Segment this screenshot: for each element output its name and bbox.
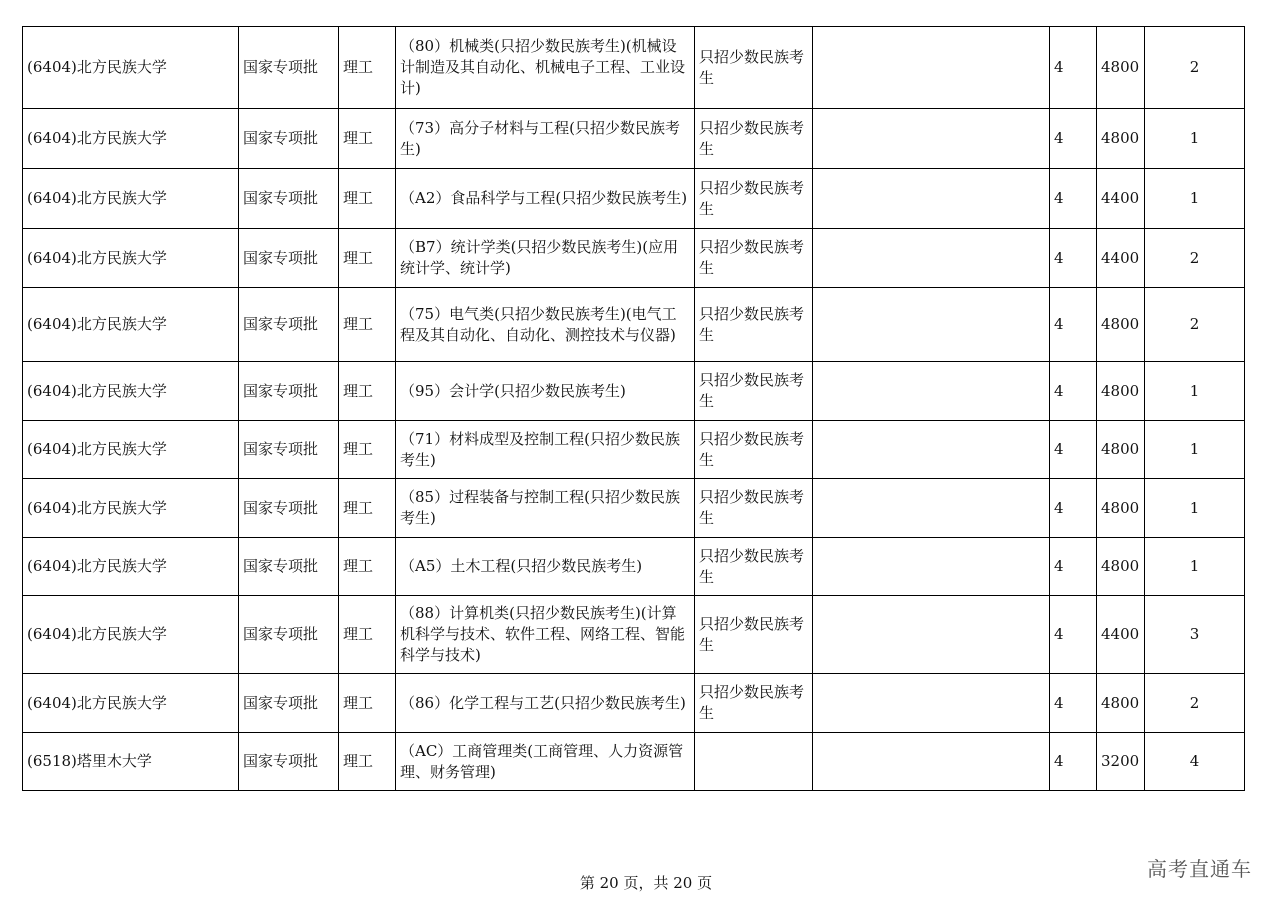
batch-cell: 国家专项批 (239, 479, 339, 538)
watermark-text: 高考直通车 (1147, 857, 1252, 881)
batch-cell: 国家专项批 (239, 169, 339, 229)
subject-type-cell: 理工 (339, 288, 396, 362)
batch-cell: 国家专项批 (239, 362, 339, 421)
table-row (23, 288, 1245, 362)
table-row (23, 362, 1245, 421)
subject-type-cell: 理工 (339, 169, 396, 229)
batch-cell: 国家专项批 (239, 27, 339, 109)
count-cell: 1 (1145, 479, 1245, 538)
note-cell: 只招少数民族考生 (695, 674, 813, 733)
school-cell: (6404)北方民族大学 (23, 229, 239, 288)
subject-type-cell: 理工 (339, 421, 396, 479)
years-cell: 4 (1050, 288, 1097, 362)
count-cell: 1 (1145, 421, 1245, 479)
fee-cell: 4800 (1097, 674, 1145, 733)
fee-cell: 4800 (1097, 109, 1145, 169)
major-cell: （AC）工商管理类(工商管理、人力资源管理、财务管理) (396, 733, 695, 791)
fee-cell: 4800 (1097, 421, 1145, 479)
major-cell: （B7）统计学类(只招少数民族考生)(应用统计学、统计学) (396, 229, 695, 288)
subject-type-cell: 理工 (339, 596, 396, 674)
table-row (23, 596, 1245, 674)
years-cell: 4 (1050, 27, 1097, 109)
note-cell: 只招少数民族考生 (695, 596, 813, 674)
note-cell (695, 733, 813, 791)
subject-type-cell: 理工 (339, 733, 396, 791)
subject-type-cell: 理工 (339, 229, 396, 288)
batch-cell: 国家专项批 (239, 229, 339, 288)
table-row (23, 479, 1245, 538)
table-row (23, 229, 1245, 288)
page-footer: 第 20 页，共 20 页 (579, 874, 713, 892)
enrollment-plan-table (22, 26, 1245, 791)
table-row (23, 421, 1245, 479)
note-cell: 只招少数民族考生 (695, 538, 813, 596)
major-cell: （86）化学工程与工艺(只招少数民族考生) (396, 674, 695, 733)
extra-cell (813, 229, 1050, 288)
count-cell: 1 (1145, 169, 1245, 229)
school-cell: (6404)北方民族大学 (23, 362, 239, 421)
count-cell: 2 (1145, 288, 1245, 362)
years-cell: 4 (1050, 362, 1097, 421)
fee-cell: 4400 (1097, 596, 1145, 674)
count-cell: 1 (1145, 362, 1245, 421)
extra-cell (813, 109, 1050, 169)
subject-type-cell: 理工 (339, 109, 396, 169)
major-cell: （95）会计学(只招少数民族考生) (396, 362, 695, 421)
fee-cell: 4400 (1097, 169, 1145, 229)
extra-cell (813, 169, 1050, 229)
years-cell: 4 (1050, 538, 1097, 596)
batch-cell: 国家专项批 (239, 674, 339, 733)
table-row (23, 733, 1245, 791)
extra-cell (813, 538, 1050, 596)
table-body (23, 27, 1245, 791)
major-cell: （80）机械类(只招少数民族考生)(机械设计制造及其自动化、机械电子工程、工业设计) (396, 27, 695, 109)
extra-cell (813, 733, 1050, 791)
fee-cell: 4400 (1097, 229, 1145, 288)
note-cell: 只招少数民族考生 (695, 229, 813, 288)
school-cell: (6404)北方民族大学 (23, 596, 239, 674)
note-cell: 只招少数民族考生 (695, 362, 813, 421)
batch-cell: 国家专项批 (239, 596, 339, 674)
years-cell: 4 (1050, 733, 1097, 791)
table-row (23, 27, 1245, 109)
subject-type-cell: 理工 (339, 362, 396, 421)
major-cell: （88）计算机类(只招少数民族考生)(计算机科学与技术、软件工程、网络工程、智能科学与技术) (396, 596, 695, 674)
subject-type-cell: 理工 (339, 27, 396, 109)
fee-cell: 4800 (1097, 288, 1145, 362)
note-cell: 只招少数民族考生 (695, 27, 813, 109)
count-cell: 4 (1145, 733, 1245, 791)
fee-cell: 4800 (1097, 27, 1145, 109)
school-cell: (6404)北方民族大学 (23, 674, 239, 733)
years-cell: 4 (1050, 421, 1097, 479)
major-cell: （A5）土木工程(只招少数民族考生) (396, 538, 695, 596)
fee-cell: 4800 (1097, 479, 1145, 538)
table-row (23, 538, 1245, 596)
count-cell: 2 (1145, 674, 1245, 733)
years-cell: 4 (1050, 596, 1097, 674)
years-cell: 4 (1050, 109, 1097, 169)
table-row (23, 169, 1245, 229)
extra-cell (813, 288, 1050, 362)
years-cell: 4 (1050, 169, 1097, 229)
fee-cell: 3200 (1097, 733, 1145, 791)
major-cell: （75）电气类(只招少数民族考生)(电气工程及其自动化、自动化、测控技术与仪器) (396, 288, 695, 362)
subject-type-cell: 理工 (339, 479, 396, 538)
count-cell: 2 (1145, 229, 1245, 288)
extra-cell (813, 421, 1050, 479)
count-cell: 1 (1145, 538, 1245, 596)
school-cell: (6404)北方民族大学 (23, 27, 239, 109)
extra-cell (813, 674, 1050, 733)
note-cell: 只招少数民族考生 (695, 169, 813, 229)
note-cell: 只招少数民族考生 (695, 479, 813, 538)
count-cell: 2 (1145, 27, 1245, 109)
extra-cell (813, 27, 1050, 109)
fee-cell: 4800 (1097, 362, 1145, 421)
school-cell: (6404)北方民族大学 (23, 288, 239, 362)
count-cell: 1 (1145, 109, 1245, 169)
batch-cell: 国家专项批 (239, 109, 339, 169)
school-cell: (6404)北方民族大学 (23, 421, 239, 479)
years-cell: 4 (1050, 479, 1097, 538)
batch-cell: 国家专项批 (239, 538, 339, 596)
fee-cell: 4800 (1097, 538, 1145, 596)
school-cell: (6518)塔里木大学 (23, 733, 239, 791)
note-cell: 只招少数民族考生 (695, 421, 813, 479)
subject-type-cell: 理工 (339, 538, 396, 596)
note-cell: 只招少数民族考生 (695, 109, 813, 169)
extra-cell (813, 362, 1050, 421)
major-cell: （73）高分子材料与工程(只招少数民族考生) (396, 109, 695, 169)
major-cell: （85）过程装备与控制工程(只招少数民族考生) (396, 479, 695, 538)
major-cell: （71）材料成型及控制工程(只招少数民族考生) (396, 421, 695, 479)
extra-cell (813, 479, 1050, 538)
extra-cell (813, 596, 1050, 674)
years-cell: 4 (1050, 674, 1097, 733)
table-row (23, 674, 1245, 733)
count-cell: 3 (1145, 596, 1245, 674)
note-cell: 只招少数民族考生 (695, 288, 813, 362)
school-cell: (6404)北方民族大学 (23, 109, 239, 169)
batch-cell: 国家专项批 (239, 733, 339, 791)
school-cell: (6404)北方民族大学 (23, 169, 239, 229)
years-cell: 4 (1050, 229, 1097, 288)
school-cell: (6404)北方民族大学 (23, 479, 239, 538)
school-cell: (6404)北方民族大学 (23, 538, 239, 596)
batch-cell: 国家专项批 (239, 288, 339, 362)
batch-cell: 国家专项批 (239, 421, 339, 479)
major-cell: （A2）食品科学与工程(只招少数民族考生) (396, 169, 695, 229)
table-row (23, 109, 1245, 169)
subject-type-cell: 理工 (339, 674, 396, 733)
